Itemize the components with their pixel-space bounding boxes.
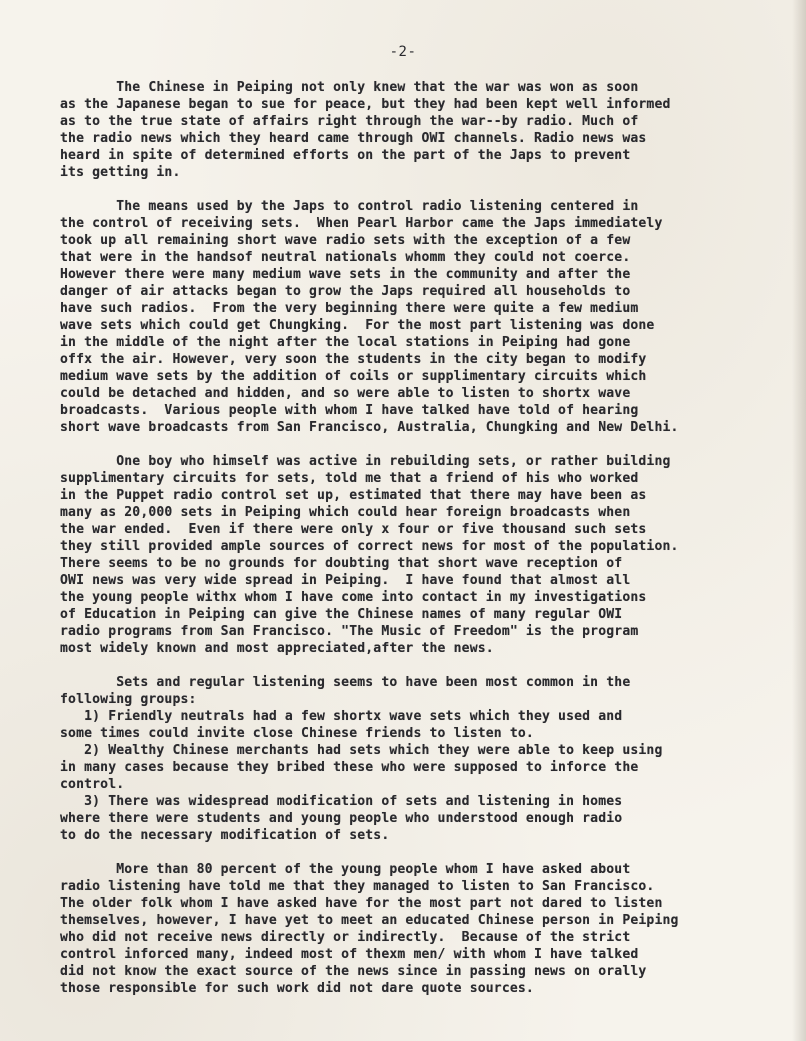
text-line: wave sets which could get Chungking. For the most part listening was done	[60, 318, 655, 333]
text-line: following groups:	[60, 692, 197, 707]
text-line: control inforced many, indeed most of thexm men/ with whom I have talked	[60, 947, 639, 962]
text-line: who did not receive news directly or indirectly. Because of the strict	[60, 930, 631, 945]
text-line: short wave broadcasts from San Francisco, Australia, Chungking and New Delhi.	[60, 420, 679, 435]
paragraph-1	[60, 79, 790, 181]
text-line: as to the true state of affairs right through the war--by radio. Much of	[60, 114, 639, 129]
text-line: as the Japanese began to sue for peace, but they had been kept well informed	[60, 97, 671, 112]
text-line: could be detached and hidden, and so were able to listen to shortx wave	[60, 386, 631, 401]
text-line: Sets and regular listening seems to have been most common in the	[60, 675, 631, 690]
page-number: -2-	[389, 44, 417, 60]
text-line: many as 20,000 sets in Peiping which could hear foreign broadcasts when	[60, 505, 631, 520]
text-line: those responsible for such work did not dare quote sources.	[60, 981, 534, 996]
text-line: supplimentary circuits for sets, told me that a friend of his who worked	[60, 471, 639, 486]
text-line: they still provided ample sources of correct news for most of the population.	[60, 539, 679, 554]
text-line: did not know the exact source of the news since in passing news on orally	[60, 964, 647, 979]
text-line: broadcasts. Various people with whom I have talked have told of hearing	[60, 403, 639, 418]
text-line: offx the air. However, very soon the students in the city began to modify	[60, 352, 647, 367]
paragraph-4	[60, 674, 790, 844]
text-line: to do the necessary modification of sets.	[60, 828, 390, 843]
text-line: where there were students and young people who understood enough radio	[60, 811, 623, 826]
text-line: danger of air attacks began to grow the Japs required all households to	[60, 284, 631, 299]
text-line: 1) Friendly neutrals had a few shortx wave sets which they used and	[60, 709, 623, 724]
text-line: However there were many medium wave sets in the community and after the	[60, 267, 631, 282]
text-line: themselves, however, I have yet to meet an educated Chinese person in Peiping	[60, 913, 679, 928]
text-line: some times could invite close Chinese friends to listen to.	[60, 726, 534, 741]
text-line: most widely known and most appreciated,after the news.	[60, 641, 494, 656]
document-body	[60, 79, 790, 997]
text-line: of Education in Peiping can give the Chinese names of many regular OWI	[60, 607, 623, 622]
text-line: medium wave sets by the addition of coils or supplimentary circuits which	[60, 369, 647, 384]
paragraph-gap	[60, 844, 790, 861]
text-line: the control of receiving sets. When Pearl Harbor came the Japs immediately	[60, 216, 663, 231]
text-line: heard in spite of determined efforts on the part of the Japs to prevent	[60, 148, 631, 163]
text-line: took up all remaining short wave radio sets with the exception of a few	[60, 233, 631, 248]
paragraph-2	[60, 198, 790, 436]
text-line: There seems to be no grounds for doubting that short wave reception of	[60, 556, 623, 571]
text-line: in the middle of the night after the local stations in Peiping had gone	[60, 335, 631, 350]
text-line: One boy who himself was active in rebuilding sets, or rather building	[60, 454, 671, 469]
text-line: 3) There was widespread modification of sets and listening in homes	[60, 794, 623, 809]
text-line: The older folk whom I have asked have for the most part not dared to listen	[60, 896, 663, 911]
text-line: radio listening have told me that they managed to listen to San Francisco.	[60, 879, 655, 894]
text-line: The Chinese in Peiping not only knew that the war was won as soon	[60, 80, 639, 95]
page-edge-shadow	[792, 0, 806, 1041]
text-line: 2) Wealthy Chinese merchants had sets which they were able to keep using	[60, 743, 663, 758]
paragraph-5	[60, 861, 790, 997]
text-line: OWI news was very wide spread in Peiping. I have found that almost all	[60, 573, 631, 588]
text-line: More than 80 percent of the young people whom I have asked about	[60, 862, 631, 877]
text-line: in the Puppet radio control set up, estimated that there may have been as	[60, 488, 647, 503]
text-line: in many cases because they bribed these who were supposed to inforce the	[60, 760, 639, 775]
paragraph-3	[60, 453, 790, 657]
text-line: the young people withx whom I have come into contact in my investigations	[60, 590, 647, 605]
text-line: The means used by the Japs to control radio listening centered in	[60, 199, 639, 214]
text-line: have such radios. From the very beginning there were quite a few medium	[60, 301, 639, 316]
paragraph-gap	[60, 181, 790, 198]
text-line: radio programs from San Francisco. "The Music of Freedom" is the program	[60, 624, 639, 639]
text-line: the radio news which they heard came through OWI channels. Radio news was	[60, 131, 647, 146]
paragraph-gap	[60, 657, 790, 674]
text-line: its getting in.	[60, 165, 181, 180]
text-line: the war ended. Even if there were only x four or five thousand such sets	[60, 522, 647, 537]
paragraph-gap	[60, 436, 790, 453]
text-line: control.	[60, 777, 125, 792]
text-line: that were in the handsof neutral nationals whomm they could not coerce.	[60, 250, 631, 265]
